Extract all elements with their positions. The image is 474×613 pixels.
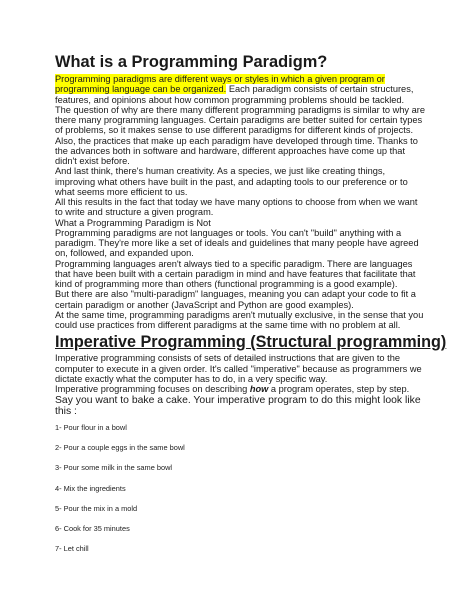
- intro-rest: Each paradigm consists of certain structures, features, and opinions about how common programming problems should be tackled.: [55, 84, 414, 105]
- page-title: What is a Programming Paradigm?: [55, 53, 328, 71]
- paragraph-practices: Also, the practices that make up each paradigm have developed through time. Thanks to the advances both in software and hardware, different approaches have come up that didn't exist before.: [55, 135, 418, 166]
- highlighted-definition: Programming paradigms are different ways or styles in which a given program or programming language can be organized.: [55, 74, 385, 95]
- recipe-steps-list: [55, 423, 427, 553]
- list-item: 4- Mix the ingredients: [55, 483, 126, 493]
- paragraph-why-many: The question of why are there many different programming paradigms is similar to why are there many programming languages. Certain paradigms are better suited for certain types of problems, so it makes sense to use different paradigms for different kinds of projects.: [55, 104, 425, 136]
- list-item: 2- Pour a couple eggs in the same bowl: [55, 443, 185, 453]
- paragraph-languages-tied: Programming languages aren't always tied to a specific paradigm. There are languages that have been built with a certain paradigm in mind and have features that facilitate that kind of programming more than others (functional programming is a good example).: [55, 258, 416, 289]
- list-item: 7- Let chill: [55, 544, 89, 554]
- paragraph-imperative-focus: [55, 384, 427, 395]
- list-item: 5- Pour the mix in a mold: [55, 503, 138, 513]
- focus-post: a program operates, step by step.: [268, 384, 410, 394]
- subheading-not: What a Programming Paradigm is Not: [55, 217, 211, 228]
- paragraph-creativity: And last think, there's human creativity. As a species, we just like creating things, improving what others have built in the past, and adapting tools to our preference or to what seems more efficient to us.: [55, 166, 408, 197]
- paragraph-not-languages: Programming paradigms are not languages or tools. You can't "build" anything with a paradigm. They're more like a set of ideals and guidelines that many people have agreed on, followed, and expanded upon.: [55, 227, 419, 259]
- emphasis-how: how: [249, 384, 269, 394]
- paragraph-options: All this results in the fact that today we have many options to choose from when we want to write and structure a given program.: [55, 197, 418, 218]
- paragraph-multi-paradigm: But there are also "multi-paradigm" languages, meaning you can adapt your code to fit a certain paradigm or another (JavaScript and Python are good examples).: [55, 289, 416, 310]
- focus-pre: Imperative programming focuses on describing: [55, 384, 250, 394]
- list-item: 3- Pour some milk in the same bowl: [55, 463, 173, 473]
- list-item: 1- Pour flour in a bowl: [55, 423, 127, 432]
- paragraph-imperative-definition: Imperative programming consists of sets of detailed instructions that are given to the computer to execute in a given order. It's called "imperative" because as programmers we dictate exactly what the computer has to do, in a very specific way.: [55, 353, 422, 384]
- paragraph-bake-cake: Say you want to bake a cake. Your imperative program to do this might look like this :: [55, 394, 421, 417]
- section-title-imperative: Imperative Programming (Structural programming): [55, 333, 447, 352]
- list-item: 6- Cook for 35 minutes: [55, 523, 130, 533]
- intro-paragraph: [55, 74, 427, 105]
- document-page: [55, 53, 447, 564]
- paragraph-not-exclusive: At the same time, programming paradigms aren't mutually exclusive, in the sense that you could use practices from different paradigms at the same time with no problem at all.: [55, 309, 424, 330]
